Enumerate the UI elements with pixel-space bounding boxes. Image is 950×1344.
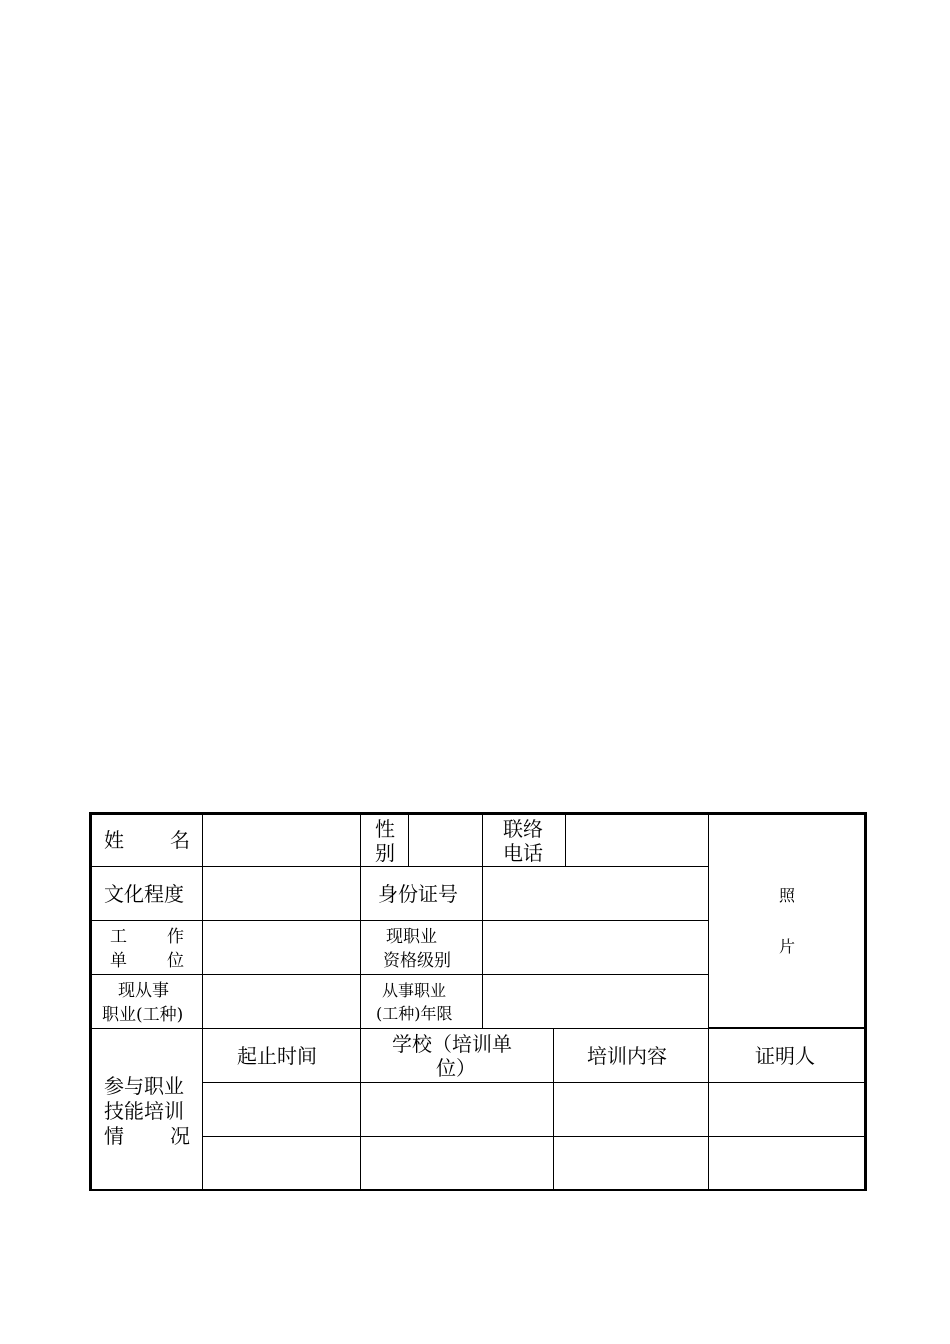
qualification-label-part2: 资格级别: [383, 951, 451, 971]
work-unit-label-part2: 作: [167, 927, 184, 947]
work-unit-field[interactable]: [203, 921, 360, 974]
work-unit-label-part1: 工: [110, 927, 127, 947]
column-header-school-part1: 学校（培训单: [392, 1032, 512, 1056]
years-label-part2: (工种)年限: [376, 1004, 453, 1023]
column-header-witness: 证明人: [755, 1044, 815, 1068]
training-row2-school[interactable]: [361, 1137, 553, 1189]
training-section-label-part2: 技能培训: [104, 1099, 184, 1123]
name-label-part1: 姓: [104, 828, 124, 852]
training-section-label-part1: 参与职业: [104, 1074, 184, 1098]
training-row2-time[interactable]: [203, 1137, 360, 1189]
years-label-part1: 从事职业: [382, 981, 447, 1000]
work-unit-label-part4: 位: [167, 951, 184, 971]
phone-field[interactable]: [566, 815, 708, 866]
table-border-right: [864, 812, 867, 1191]
photo-label-part2: 片: [779, 937, 796, 956]
column-header-content: 培训内容: [587, 1044, 667, 1068]
years-field[interactable]: [483, 975, 708, 1028]
id-number-field[interactable]: [483, 867, 708, 920]
education-label: 文化程度: [104, 882, 184, 906]
current-occupation-label-part1: 现从事: [118, 981, 169, 1001]
qualification-label-part1: 现职业: [386, 927, 437, 947]
training-row1-content[interactable]: [554, 1083, 708, 1136]
column-header-time: 起止时间: [237, 1044, 317, 1068]
row-line-4-photo: [708, 1027, 866, 1029]
gender-label-part1: 性: [375, 817, 395, 841]
phone-label-part2: 电话: [503, 841, 543, 865]
photo-area[interactable]: [709, 815, 864, 1027]
training-row1-school[interactable]: [361, 1083, 553, 1136]
education-field[interactable]: [203, 867, 360, 920]
photo-label-part1: 照: [779, 886, 796, 905]
column-header-school-part2: 位）: [436, 1056, 476, 1080]
phone-label-part1: 联络: [503, 817, 543, 841]
name-label-part2: 名: [170, 828, 190, 852]
qualification-field[interactable]: [483, 921, 708, 974]
name-field[interactable]: [203, 815, 360, 866]
training-section-label-part3: 情: [104, 1124, 124, 1148]
gender-field[interactable]: [409, 815, 482, 866]
gender-label-part2: 别: [375, 841, 395, 865]
table-border-left: [89, 812, 92, 1191]
work-unit-label-part3: 单: [110, 951, 127, 971]
training-row1-witness[interactable]: [709, 1083, 864, 1136]
training-section-label-part4: 况: [170, 1124, 190, 1148]
current-occupation-label-part2: 职业(工种): [102, 1005, 184, 1025]
current-occupation-field[interactable]: [203, 975, 360, 1028]
training-row2-witness[interactable]: [709, 1137, 864, 1189]
row-line-4-left: [89, 1028, 708, 1029]
id-number-label: 身份证号: [378, 882, 458, 906]
table-border-bottom: [89, 1189, 867, 1191]
training-row1-time[interactable]: [203, 1083, 360, 1136]
training-row2-content[interactable]: [554, 1137, 708, 1189]
